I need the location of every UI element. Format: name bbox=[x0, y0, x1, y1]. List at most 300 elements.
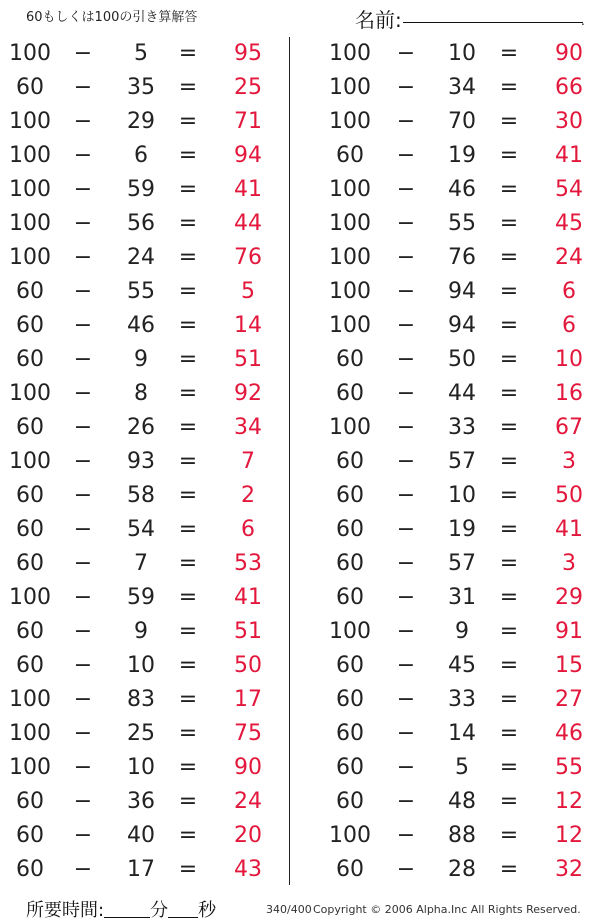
subtrahend: 10 bbox=[127, 755, 155, 780]
problem-row bbox=[0, 785, 280, 819]
minuend: 100 bbox=[329, 279, 371, 304]
equals-sign: = bbox=[499, 177, 519, 202]
problem-row bbox=[0, 37, 280, 71]
minus-sign: − bbox=[396, 483, 416, 508]
minuend: 60 bbox=[336, 755, 364, 780]
answer: 16 bbox=[555, 381, 583, 406]
answer: 6 bbox=[562, 279, 576, 304]
minus-sign: − bbox=[396, 347, 416, 372]
answer: 92 bbox=[234, 381, 262, 406]
answer: 71 bbox=[234, 109, 262, 134]
minus-sign: − bbox=[73, 687, 93, 712]
minuend: 60 bbox=[336, 687, 364, 712]
subtrahend: 56 bbox=[127, 211, 155, 236]
problem-row bbox=[0, 649, 280, 683]
minus-sign: − bbox=[73, 789, 93, 814]
problem-row bbox=[0, 207, 280, 241]
problem-row bbox=[0, 717, 280, 751]
minus-sign: − bbox=[396, 313, 416, 338]
minus-sign: − bbox=[73, 755, 93, 780]
answer: 54 bbox=[555, 177, 583, 202]
equals-sign: = bbox=[499, 687, 519, 712]
subtrahend: 17 bbox=[127, 857, 155, 882]
problem-row bbox=[320, 751, 600, 785]
minuend: 100 bbox=[9, 245, 51, 270]
answer: 7 bbox=[241, 449, 255, 474]
problem-row bbox=[0, 479, 280, 513]
subtrahend: 44 bbox=[448, 381, 476, 406]
subtrahend: 36 bbox=[127, 789, 155, 814]
equals-sign: = bbox=[499, 585, 519, 610]
answer: 66 bbox=[555, 75, 583, 100]
answer: 41 bbox=[234, 177, 262, 202]
minus-sign: − bbox=[73, 653, 93, 678]
equals-sign: = bbox=[178, 381, 198, 406]
minus-sign: − bbox=[396, 721, 416, 746]
minuend: 60 bbox=[16, 517, 44, 542]
copyright-notice: Copyright © 2006 Alpha.Inc All Rights Reserved. bbox=[313, 903, 581, 916]
left-problem-column bbox=[0, 37, 280, 887]
minus-sign: − bbox=[73, 347, 93, 372]
problem-row bbox=[320, 615, 600, 649]
equals-sign: = bbox=[499, 143, 519, 168]
problem-row bbox=[320, 717, 600, 751]
minus-sign: − bbox=[73, 381, 93, 406]
subtrahend: 55 bbox=[127, 279, 155, 304]
minuend: 100 bbox=[9, 687, 51, 712]
problem-row bbox=[320, 377, 600, 411]
answer: 50 bbox=[555, 483, 583, 508]
answer: 27 bbox=[555, 687, 583, 712]
problem-row bbox=[0, 547, 280, 581]
minus-sign: − bbox=[73, 721, 93, 746]
minus-sign: − bbox=[396, 653, 416, 678]
equals-sign: = bbox=[499, 415, 519, 440]
subtrahend: 59 bbox=[127, 177, 155, 202]
minuend: 100 bbox=[9, 381, 51, 406]
subtrahend: 88 bbox=[448, 823, 476, 848]
equals-sign: = bbox=[178, 211, 198, 236]
answer: 76 bbox=[234, 245, 262, 270]
answer: 45 bbox=[555, 211, 583, 236]
page-number: 340/400 bbox=[266, 903, 312, 916]
subtrahend: 50 bbox=[448, 347, 476, 372]
minuend: 100 bbox=[329, 75, 371, 100]
equals-sign: = bbox=[178, 551, 198, 576]
minus-sign: − bbox=[396, 517, 416, 542]
minuend: 100 bbox=[329, 109, 371, 134]
subtrahend: 26 bbox=[127, 415, 155, 440]
equals-sign: = bbox=[178, 415, 198, 440]
minus-sign: − bbox=[396, 245, 416, 270]
column-divider bbox=[289, 37, 290, 885]
answer: 24 bbox=[234, 789, 262, 814]
equals-sign: = bbox=[499, 721, 519, 746]
minuend: 100 bbox=[329, 245, 371, 270]
minuend: 60 bbox=[16, 347, 44, 372]
problem-row bbox=[0, 241, 280, 275]
problem-row bbox=[0, 819, 280, 853]
minuend: 100 bbox=[329, 619, 371, 644]
subtrahend: 46 bbox=[127, 313, 155, 338]
minuend: 100 bbox=[329, 211, 371, 236]
minus-sign: − bbox=[73, 483, 93, 508]
minuend: 100 bbox=[9, 755, 51, 780]
equals-sign: = bbox=[178, 789, 198, 814]
problem-row bbox=[320, 71, 600, 105]
problem-row bbox=[0, 173, 280, 207]
minus-sign: − bbox=[396, 211, 416, 236]
subtrahend: 33 bbox=[448, 415, 476, 440]
answer: 15 bbox=[555, 653, 583, 678]
minus-sign: − bbox=[73, 143, 93, 168]
equals-sign: = bbox=[499, 211, 519, 236]
minus-sign: − bbox=[73, 211, 93, 236]
minuend: 100 bbox=[9, 41, 51, 66]
equals-sign: = bbox=[178, 41, 198, 66]
answer: 67 bbox=[555, 415, 583, 440]
equals-sign: = bbox=[178, 517, 198, 542]
answer: 91 bbox=[555, 619, 583, 644]
equals-sign: = bbox=[499, 857, 519, 882]
minus-sign: − bbox=[73, 551, 93, 576]
minuend: 60 bbox=[336, 551, 364, 576]
equals-sign: = bbox=[178, 177, 198, 202]
subtrahend: 40 bbox=[127, 823, 155, 848]
minuend: 60 bbox=[16, 313, 44, 338]
problem-row bbox=[320, 819, 600, 853]
minuend: 100 bbox=[329, 41, 371, 66]
equals-sign: = bbox=[178, 857, 198, 882]
problem-row bbox=[0, 683, 280, 717]
subtrahend: 83 bbox=[127, 687, 155, 712]
equals-sign: = bbox=[499, 449, 519, 474]
problem-row bbox=[320, 649, 600, 683]
minus-sign: − bbox=[396, 143, 416, 168]
minuend: 60 bbox=[16, 619, 44, 644]
equals-sign: = bbox=[499, 789, 519, 814]
equals-sign: = bbox=[499, 347, 519, 372]
answer: 75 bbox=[234, 721, 262, 746]
equals-sign: = bbox=[178, 109, 198, 134]
subtrahend: 57 bbox=[448, 551, 476, 576]
subtrahend: 19 bbox=[448, 143, 476, 168]
subtrahend: 24 bbox=[127, 245, 155, 270]
problem-row bbox=[320, 37, 600, 71]
minuend: 60 bbox=[16, 75, 44, 100]
minus-sign: − bbox=[396, 823, 416, 848]
subtrahend: 10 bbox=[448, 41, 476, 66]
subtrahend: 9 bbox=[455, 619, 469, 644]
answer: 2 bbox=[241, 483, 255, 508]
problem-row bbox=[0, 377, 280, 411]
equals-sign: = bbox=[178, 483, 198, 508]
equals-sign: = bbox=[499, 619, 519, 644]
minus-sign: − bbox=[396, 585, 416, 610]
equals-sign: = bbox=[499, 517, 519, 542]
name-label: 名前: bbox=[355, 8, 402, 32]
minus-sign: − bbox=[73, 109, 93, 134]
equals-sign: = bbox=[178, 823, 198, 848]
minuend: 100 bbox=[9, 449, 51, 474]
problem-row bbox=[320, 513, 600, 547]
minutes-label: 分 bbox=[150, 900, 169, 921]
equals-sign: = bbox=[499, 755, 519, 780]
minus-sign: − bbox=[396, 109, 416, 134]
minuend: 100 bbox=[9, 143, 51, 168]
minus-sign: − bbox=[396, 381, 416, 406]
problem-row bbox=[320, 309, 600, 343]
problem-row bbox=[0, 105, 280, 139]
answer: 25 bbox=[234, 75, 262, 100]
answer: 6 bbox=[241, 517, 255, 542]
subtrahend: 70 bbox=[448, 109, 476, 134]
equals-sign: = bbox=[178, 347, 198, 372]
minuend: 60 bbox=[336, 857, 364, 882]
problem-row bbox=[320, 207, 600, 241]
problem-row bbox=[320, 275, 600, 309]
minuend: 60 bbox=[336, 721, 364, 746]
answer: 90 bbox=[234, 755, 262, 780]
minus-sign: − bbox=[73, 415, 93, 440]
answer: 20 bbox=[234, 823, 262, 848]
name-field-dot: . bbox=[581, 14, 585, 28]
answer: 29 bbox=[555, 585, 583, 610]
equals-sign: = bbox=[178, 687, 198, 712]
answer: 50 bbox=[234, 653, 262, 678]
minuend: 60 bbox=[16, 415, 44, 440]
subtrahend: 8 bbox=[134, 381, 148, 406]
problem-row bbox=[320, 139, 600, 173]
problem-row bbox=[0, 309, 280, 343]
equals-sign: = bbox=[178, 721, 198, 746]
minuend: 60 bbox=[16, 653, 44, 678]
minuend: 60 bbox=[336, 347, 364, 372]
answer: 53 bbox=[234, 551, 262, 576]
minuend: 100 bbox=[329, 313, 371, 338]
minus-sign: − bbox=[73, 619, 93, 644]
equals-sign: = bbox=[499, 313, 519, 338]
subtrahend: 93 bbox=[127, 449, 155, 474]
minuend: 60 bbox=[336, 517, 364, 542]
worksheet-title: 60もしくは100の引き算解答 bbox=[26, 10, 198, 25]
minus-sign: − bbox=[396, 177, 416, 202]
minuend: 100 bbox=[9, 585, 51, 610]
problem-row bbox=[0, 275, 280, 309]
minus-sign: − bbox=[396, 755, 416, 780]
minus-sign: − bbox=[396, 415, 416, 440]
name-field-line bbox=[403, 22, 583, 23]
answer: 12 bbox=[555, 789, 583, 814]
subtrahend: 7 bbox=[134, 551, 148, 576]
equals-sign: = bbox=[178, 75, 198, 100]
subtrahend: 5 bbox=[455, 755, 469, 780]
subtrahend: 14 bbox=[448, 721, 476, 746]
answer: 41 bbox=[555, 517, 583, 542]
answer: 10 bbox=[555, 347, 583, 372]
equals-sign: = bbox=[178, 245, 198, 270]
equals-sign: = bbox=[499, 245, 519, 270]
minutes-blank bbox=[104, 901, 150, 918]
subtrahend: 48 bbox=[448, 789, 476, 814]
subtrahend: 31 bbox=[448, 585, 476, 610]
problem-row bbox=[320, 581, 600, 615]
minuend: 60 bbox=[336, 483, 364, 508]
problem-row bbox=[0, 751, 280, 785]
answer: 94 bbox=[234, 143, 262, 168]
minuend: 100 bbox=[329, 823, 371, 848]
equals-sign: = bbox=[178, 653, 198, 678]
answer: 90 bbox=[555, 41, 583, 66]
minus-sign: − bbox=[73, 177, 93, 202]
minus-sign: − bbox=[73, 449, 93, 474]
equals-sign: = bbox=[178, 279, 198, 304]
minus-sign: − bbox=[396, 449, 416, 474]
minuend: 100 bbox=[9, 109, 51, 134]
answer: 46 bbox=[555, 721, 583, 746]
problem-row bbox=[320, 547, 600, 581]
time-label: 所要時間: bbox=[26, 900, 105, 921]
minus-sign: − bbox=[396, 857, 416, 882]
equals-sign: = bbox=[499, 279, 519, 304]
equals-sign: = bbox=[178, 313, 198, 338]
minus-sign: − bbox=[73, 823, 93, 848]
right-problem-column bbox=[320, 37, 600, 887]
minuend: 60 bbox=[336, 585, 364, 610]
subtrahend: 10 bbox=[127, 653, 155, 678]
equals-sign: = bbox=[178, 585, 198, 610]
minuend: 100 bbox=[329, 415, 371, 440]
problem-row bbox=[320, 343, 600, 377]
subtrahend: 58 bbox=[127, 483, 155, 508]
answer: 95 bbox=[234, 41, 262, 66]
answer: 12 bbox=[555, 823, 583, 848]
equals-sign: = bbox=[178, 143, 198, 168]
equals-sign: = bbox=[499, 823, 519, 848]
answer: 17 bbox=[234, 687, 262, 712]
subtrahend: 59 bbox=[127, 585, 155, 610]
minuend: 60 bbox=[336, 653, 364, 678]
answer: 3 bbox=[562, 551, 576, 576]
problem-row bbox=[0, 853, 280, 887]
answer: 55 bbox=[555, 755, 583, 780]
minus-sign: − bbox=[73, 245, 93, 270]
subtrahend: 34 bbox=[448, 75, 476, 100]
minuend: 100 bbox=[329, 177, 371, 202]
subtrahend: 10 bbox=[448, 483, 476, 508]
minus-sign: − bbox=[396, 75, 416, 100]
problem-row bbox=[320, 785, 600, 819]
equals-sign: = bbox=[178, 449, 198, 474]
subtrahend: 94 bbox=[448, 279, 476, 304]
subtrahend: 29 bbox=[127, 109, 155, 134]
equals-sign: = bbox=[178, 619, 198, 644]
equals-sign: = bbox=[499, 483, 519, 508]
answer: 32 bbox=[555, 857, 583, 882]
subtrahend: 5 bbox=[134, 41, 148, 66]
problem-row bbox=[320, 853, 600, 887]
minus-sign: − bbox=[396, 41, 416, 66]
minus-sign: − bbox=[396, 687, 416, 712]
subtrahend: 76 bbox=[448, 245, 476, 270]
equals-sign: = bbox=[499, 41, 519, 66]
problem-row bbox=[320, 173, 600, 207]
problem-row bbox=[0, 445, 280, 479]
equals-sign: = bbox=[178, 755, 198, 780]
problem-row bbox=[320, 683, 600, 717]
equals-sign: = bbox=[499, 75, 519, 100]
answer: 30 bbox=[555, 109, 583, 134]
minus-sign: − bbox=[73, 585, 93, 610]
subtrahend: 45 bbox=[448, 653, 476, 678]
problem-row bbox=[320, 445, 600, 479]
answer: 5 bbox=[241, 279, 255, 304]
minus-sign: − bbox=[73, 75, 93, 100]
time-spent-field bbox=[26, 896, 216, 922]
problem-row bbox=[0, 343, 280, 377]
minus-sign: − bbox=[73, 857, 93, 882]
minus-sign: − bbox=[396, 789, 416, 814]
problem-row bbox=[320, 241, 600, 275]
problem-row bbox=[0, 71, 280, 105]
seconds-blank bbox=[168, 901, 198, 918]
minuend: 100 bbox=[9, 211, 51, 236]
minus-sign: − bbox=[73, 313, 93, 338]
equals-sign: = bbox=[499, 653, 519, 678]
subtrahend: 46 bbox=[448, 177, 476, 202]
answer: 14 bbox=[234, 313, 262, 338]
problem-row bbox=[0, 615, 280, 649]
minuend: 100 bbox=[9, 177, 51, 202]
seconds-label: 秒 bbox=[198, 900, 217, 921]
subtrahend: 6 bbox=[134, 143, 148, 168]
equals-sign: = bbox=[499, 109, 519, 134]
minus-sign: − bbox=[396, 551, 416, 576]
minuend: 60 bbox=[16, 279, 44, 304]
subtrahend: 94 bbox=[448, 313, 476, 338]
answer: 41 bbox=[555, 143, 583, 168]
answer: 51 bbox=[234, 347, 262, 372]
problem-row bbox=[320, 479, 600, 513]
minuend: 60 bbox=[336, 143, 364, 168]
subtrahend: 55 bbox=[448, 211, 476, 236]
answer: 3 bbox=[562, 449, 576, 474]
subtrahend: 25 bbox=[127, 721, 155, 746]
problem-row bbox=[0, 581, 280, 615]
minus-sign: − bbox=[396, 279, 416, 304]
minuend: 60 bbox=[336, 449, 364, 474]
minus-sign: − bbox=[73, 41, 93, 66]
answer: 44 bbox=[234, 211, 262, 236]
minuend: 60 bbox=[16, 789, 44, 814]
minuend: 60 bbox=[336, 381, 364, 406]
minuend: 60 bbox=[16, 551, 44, 576]
answer: 24 bbox=[555, 245, 583, 270]
answer: 6 bbox=[562, 313, 576, 338]
subtrahend: 35 bbox=[127, 75, 155, 100]
minuend: 60 bbox=[336, 789, 364, 814]
problem-row bbox=[0, 139, 280, 173]
subtrahend: 54 bbox=[127, 517, 155, 542]
minuend: 60 bbox=[16, 857, 44, 882]
subtrahend: 9 bbox=[134, 347, 148, 372]
subtrahend: 19 bbox=[448, 517, 476, 542]
minuend: 100 bbox=[9, 721, 51, 746]
problem-row bbox=[0, 513, 280, 547]
answer: 41 bbox=[234, 585, 262, 610]
problem-row bbox=[0, 411, 280, 445]
minuend: 60 bbox=[16, 483, 44, 508]
